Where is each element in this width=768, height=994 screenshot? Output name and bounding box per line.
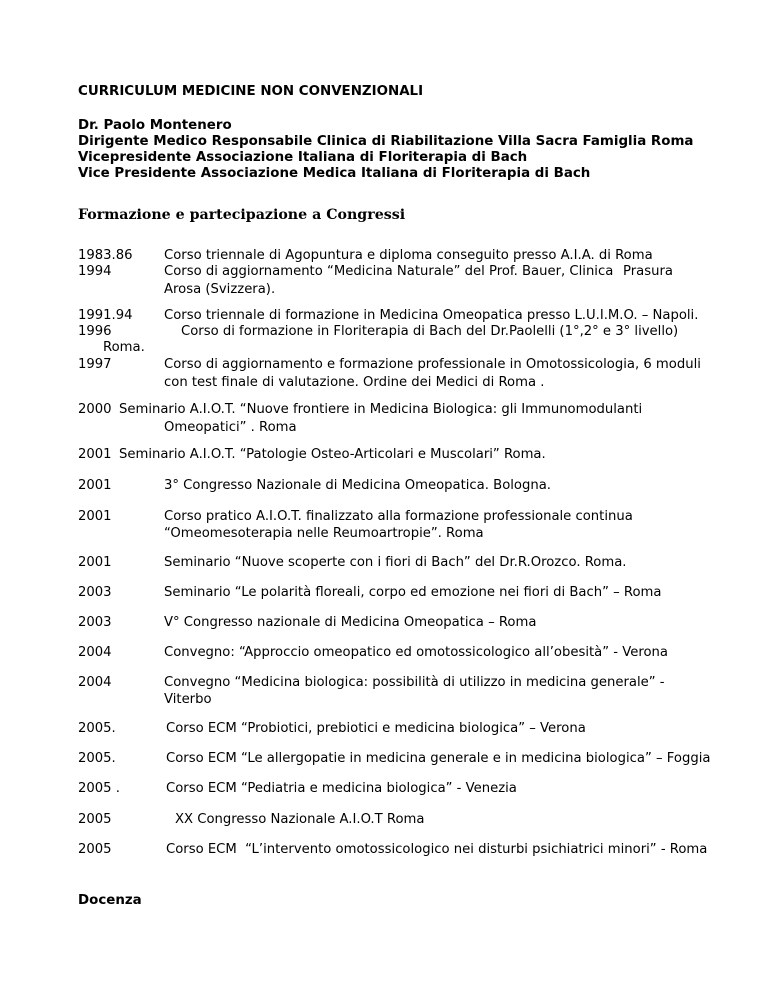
entry-text: 3° Congresso Nazionale di Medicina Omeopatica. Bologna. [164, 478, 551, 493]
entry-text: Arosa (Svizzera). [164, 282, 276, 297]
entry-year: 2005 . [78, 781, 120, 796]
entry-year: 2001 [78, 447, 112, 462]
entry-year: 1983.86 [78, 248, 133, 263]
section-heading: Docenza [78, 893, 142, 908]
entry-year: 2005. [78, 721, 116, 736]
entry-text: Seminario “Nuove scoperte con i fiori di Bach” del Dr.R.Orozco. Roma. [164, 555, 627, 570]
entry-text: Seminario “Le polarità floreali, corpo ed emozione nei fiori di Bach” – Roma [164, 585, 662, 600]
entry-year: 2005. [78, 751, 116, 766]
entry-text: Corso di aggiornamento e formazione professionale in Omotossicologia, 6 moduli [164, 357, 701, 372]
entry-text: Seminario A.I.O.T. “Patologie Osteo-Articolari e Muscolari” Roma. [119, 447, 546, 462]
entry-text: Corso ECM “Pediatria e medicina biologica” - Venezia [166, 781, 517, 796]
entry-year: 2003 [78, 585, 112, 600]
entry-year: 1994 [78, 264, 112, 279]
entry-text: Seminario A.I.O.T. “Nuove frontiere in Medicina Biologica: gli Immunomodulanti [119, 402, 643, 417]
entry-year: 2001 [78, 555, 112, 570]
author-role: Vicepresidente Associazione Italiana di Floriterapia di Bach [78, 150, 528, 165]
entry-year: 2001 [78, 509, 112, 524]
entry-text: Corso ECM “L’intervento omotossicologico nei disturbi psichiatrici minori” - Roma [166, 842, 708, 857]
entry-text: Corso pratico A.I.O.T. finalizzato alla formazione professionale continua [164, 509, 633, 524]
entry-text: Convegno: “Approccio omeopatico ed omotossicologico all’obesità” - Verona [164, 645, 668, 660]
entry-text: “Omeomesoterapia nelle Reumoartropie”. Roma [164, 526, 484, 541]
entry-text: Omeopatici” . Roma [164, 420, 297, 435]
entry-text: Corso triennale di Agopuntura e diploma conseguito presso A.I.A. di Roma [164, 248, 653, 263]
entry-text: Prasura [623, 264, 673, 279]
author-role: Vice Presidente Associazione Medica Italiana di Floriterapia di Bach [78, 166, 591, 181]
entry-text: Corso triennale di formazione in Medicina Omeopatica presso L.U.I.M.O. – Napoli. [164, 308, 699, 323]
entry-text: Corso ECM “Probiotici, prebiotici e medicina biologica” – Verona [166, 721, 586, 736]
entry-text: Corso di aggiornamento “Medicina Naturale” del Prof. Bauer, Clinica [164, 264, 614, 279]
entry-text: Viterbo [164, 692, 212, 707]
entry-text: Roma. [103, 340, 145, 355]
entry-text: Corso di formazione in Floriterapia di Bach del Dr.Paolelli (1°,2° e 3° livello) [181, 324, 679, 339]
entry-year: 1997 [78, 357, 112, 372]
entry-year: 2004 [78, 645, 112, 660]
document-title: CURRICULUM MEDICINE NON CONVENZIONALI [78, 84, 424, 99]
entry-year: 2000 [78, 402, 112, 417]
entry-text: con test finale di valutazione. Ordine dei Medici di Roma . [164, 375, 545, 390]
author-role: Dirigente Medico Responsabile Clinica di Riabilitazione Villa Sacra Famiglia Roma [78, 134, 694, 149]
author-name: Dr. Paolo Montenero [78, 118, 232, 133]
entry-year: 2003 [78, 615, 112, 630]
entry-text: V° Congresso nazionale di Medicina Omeopatica – Roma [164, 615, 537, 630]
entry-year: 2004 [78, 675, 112, 690]
entry-text: Convegno “Medicina biologica: possibilità di utilizzo in medicina generale” - [164, 675, 665, 690]
entry-text: XX Congresso Nazionale A.I.O.T Roma [175, 812, 425, 827]
entry-year: 2005 [78, 842, 112, 857]
entry-year: 1991.94 [78, 308, 133, 323]
section-heading: Formazione e partecipazione a Congressi [78, 207, 406, 223]
entry-year: 2005 [78, 812, 112, 827]
entry-text: Corso ECM “Le allergopatie in medicina generale e in medicina biologica” – Foggia [166, 751, 711, 766]
entry-year: 1996 [78, 324, 112, 339]
entry-year: 2001 [78, 478, 112, 493]
